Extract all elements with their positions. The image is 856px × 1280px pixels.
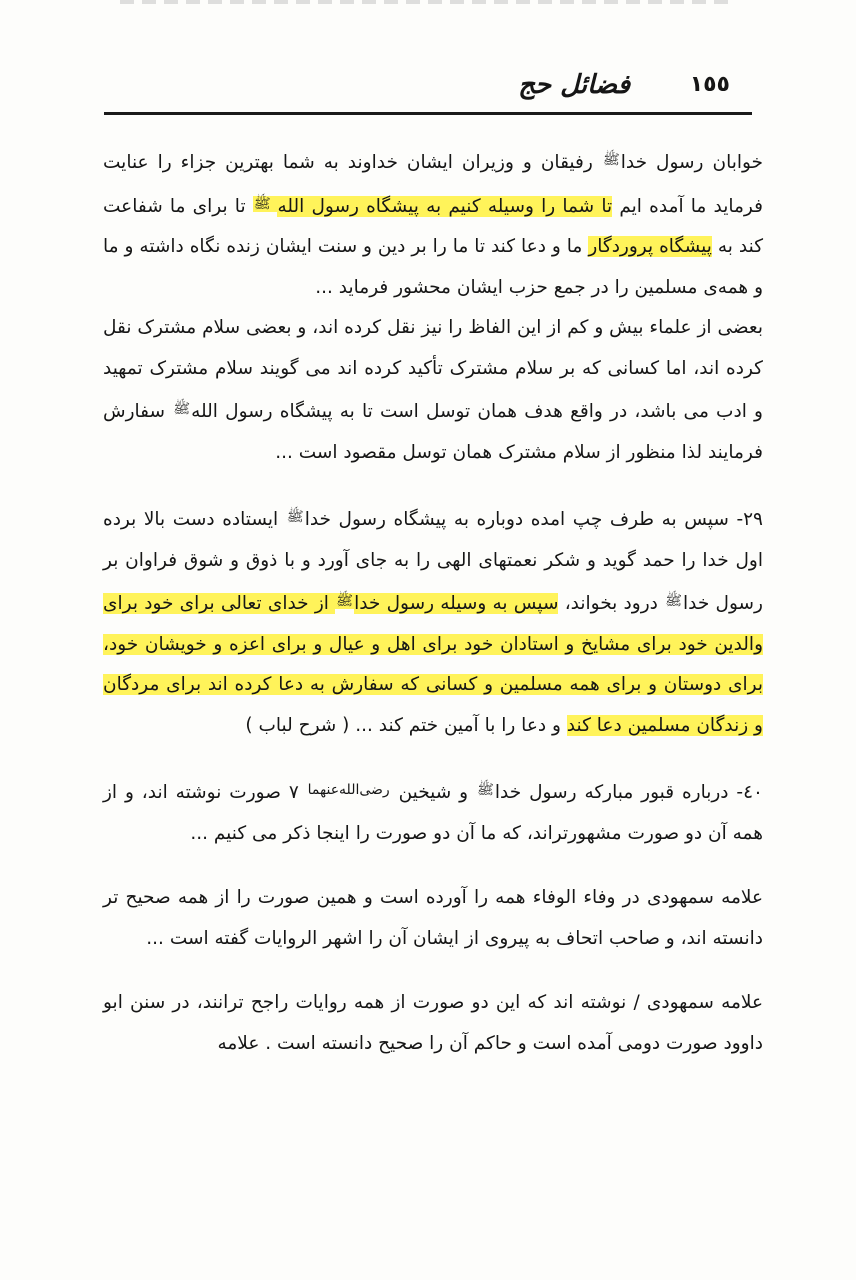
highlighted-text: ﷺ (336, 593, 354, 609)
text-run: ما و دعا کند تا ما را بر دین و سنت ایشان زنده نگاه داشته و ما و همه‌ی مسلمین را در جمع حزب ایشان محشور فرماید ... (103, 236, 763, 298)
honorific-symbol: ﷺ (173, 401, 191, 417)
text-run: ٤٠- درباره قبور مبارکه رسول خدا (494, 782, 763, 803)
page-header (104, 70, 752, 114)
body-paragraph (103, 497, 763, 746)
honorific-symbol: ﷺ (477, 782, 494, 798)
body-paragraph (103, 770, 763, 854)
highlighted-text: پیشگاه پروردگار (588, 236, 712, 257)
highlighted-text: تا شما را وسیله کنیم به پیشگاه رسول الله (277, 195, 613, 217)
previous-page-bleed (120, 0, 736, 6)
header-rule (104, 112, 752, 115)
body-paragraph (103, 878, 763, 959)
text-run: نوشته اند که این دو صورت از همه روایات راجح ترانند، در سنن ابو داوود صورت دومی آمده است و حاکم آن را صحیح دانسته است . علامه (103, 992, 763, 1054)
text-run: ٧ صورت نوشته اند، و از همه آن دو صورت مشهورتراند، که ما آن دو صورت را اینجا ذکر می کنیم ... (103, 782, 763, 844)
highlighted-text: سپس به وسیله رسول خدا (354, 593, 559, 614)
text-run: ایستاده دست بالا برده اول خدا را حمد گوید و شکر نعمتهای الهی را به جای آورد و با ذوق و شوق فراوان بر رسول خدا (103, 509, 763, 614)
running-title: فضائل حج (518, 70, 630, 100)
page-body (103, 140, 763, 1064)
highlighted-text: از خدای تعالی برای خود برای والدین خود برای مشایخ و استادان خود برای اهل و عیال و برای اعزه و خویشان خود، برای دوستان و برای همه مسلمین و کسانی که سفارش به دعا کرده اند برای مردگان و زندگان مسلمین دعا کند (103, 593, 763, 736)
text-run: سفارش فرمایند لذا منظور از سلام مشترک همان توسل مقصود است ... (103, 401, 763, 463)
text-run: بعضی از علماء بیش و کم از این الفاظ را نیز نقل کرده اند، و بعضی سلام مشترک نقل کرده اند، اما کسانی که بر سلام مشترک تأکید کرده اند می گویند سلام مشترک تمهید و ادب می باشد، در واقع هدف همان توسل است تا به پیشگاه رسول الله (103, 317, 763, 422)
text-run: تا برای ما شفاعت کند به (103, 195, 763, 257)
honorific-symbol: ﷺ (602, 152, 620, 168)
text-run: خوابان رسول خدا (620, 152, 763, 173)
body-paragraph (103, 983, 763, 1064)
text-run: علامه سمهودی (639, 992, 763, 1013)
text-run: رفیقان و وزیران ایشان خداوند به شما بهترین جزاء را عنایت فرماید ما آمده ایم (103, 152, 763, 217)
honorific-symbol: ﷺ (286, 509, 304, 525)
text-run: / (633, 992, 640, 1013)
highlighted-text: ﷺ (253, 195, 277, 212)
text-run: علامه سمهودی در وفاء الوفاء همه را آورده است و همین صورت را از همه صحیح تر دانسته اند، و صاحب اتحاف به پیروی از ایشان آن را اشهر الروایات گفته است ... (103, 887, 763, 949)
honorific-symbol: رضی‌الله‌عنهما (307, 782, 390, 798)
honorific-symbol: ﷺ (665, 593, 683, 609)
text-run: و شیخین (390, 782, 476, 803)
body-paragraph (103, 140, 763, 308)
text-run: درود بخواند، (558, 593, 665, 614)
text-run: و دعا را با آمین ختم کند ... ( شرح لباب ) (245, 714, 567, 736)
body-paragraph (103, 308, 763, 473)
page-number: ١٥٥ (689, 72, 730, 97)
text-run: ٢٩- سپس به طرف چپ امده دوباره به پیشگاه رسول خدا (304, 509, 763, 530)
